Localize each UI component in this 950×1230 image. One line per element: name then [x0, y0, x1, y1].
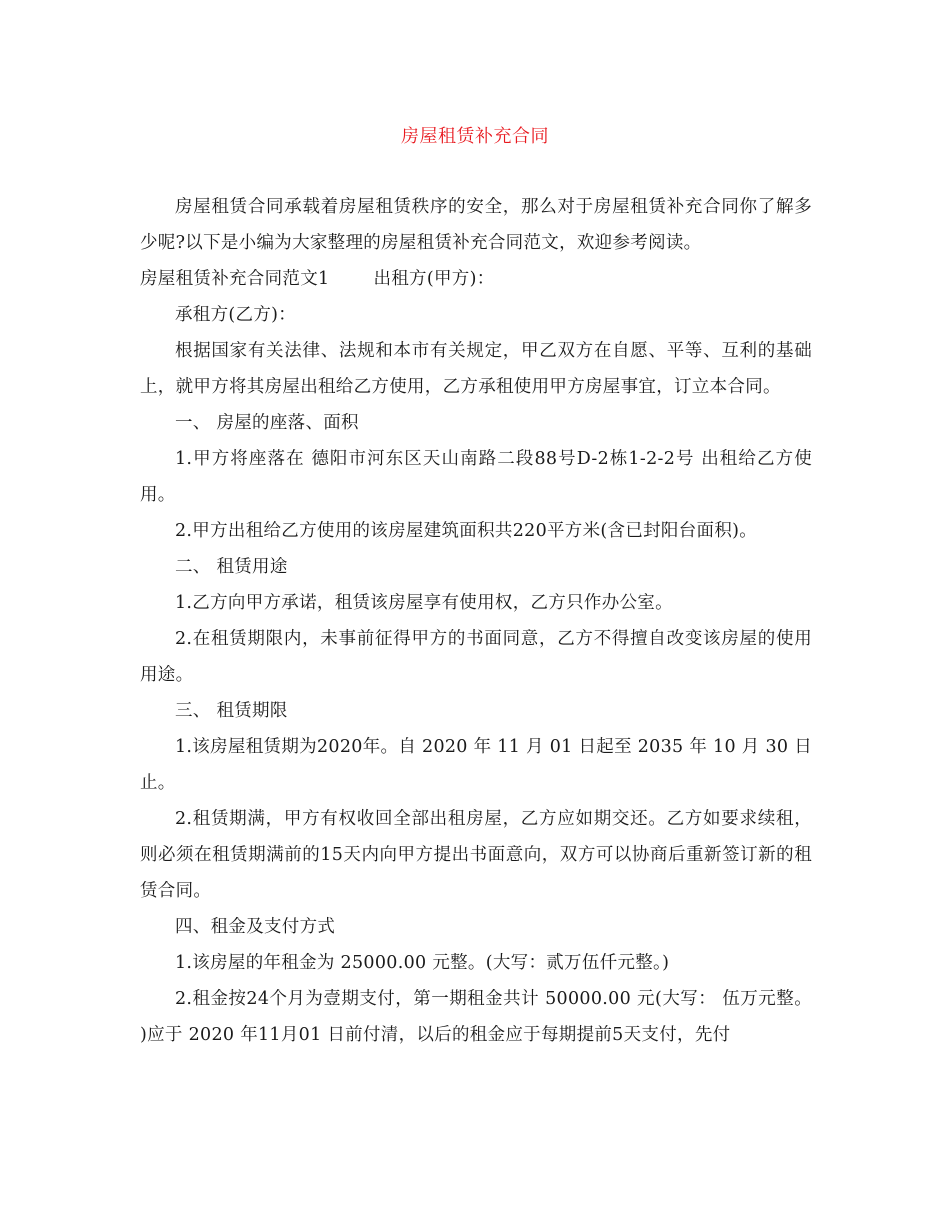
section1-item1: 1.甲方将座落在 德阳市河东区天山南路二段88号D-2栋1-2-2号 出租给乙方使用。	[140, 449, 812, 505]
section2-item2: 2.在租赁期限内，未事前征得甲方的书面同意，乙方不得擅自改变该房屋的使用用途。	[140, 629, 812, 685]
preamble-paragraph: 根据国家有关法律、法规和本市有关规定，甲乙双方在自愿、平等、互利的基础上，就甲方将其房屋出租给乙方使用，乙方承租使用甲方房屋事宜，订立本合同。	[140, 341, 812, 397]
section3-item2: 2.租赁期满，甲方有权收回全部出租房屋，乙方应如期交还。乙方如要求续租，则必须在租赁期满前的15天内向甲方提出书面意向，双方可以协商后重新签订新的租赁合同。	[140, 809, 812, 901]
section1-heading: 一、 房屋的座落、面积	[175, 413, 359, 433]
section2-heading: 二、 租赁用途	[175, 557, 288, 577]
section4-item2: 2.租金按24个月为壹期支付，第一期租金共计 50000.00 元(大写： 伍万元整。 )应于 2020 年11月01 日前付清，以后的租金应于每期提前5天支付，先付	[140, 989, 812, 1045]
section2-item1: 1.乙方向甲方承诺，租赁该房屋享有使用权，乙方只作办公室。	[175, 593, 673, 613]
section4-heading: 四、租金及支付方式	[175, 917, 336, 937]
document-body	[140, 189, 812, 1053]
sample-heading: 房屋租赁补充合同范文1	[140, 269, 330, 289]
sample-heading-line	[140, 261, 812, 297]
document-title: 房屋租赁补充合同	[401, 126, 549, 147]
section1-item2: 2.甲方出租给乙方使用的该房屋建筑面积共220平方米(含已封阳台面积)。	[175, 521, 758, 541]
section3-item1: 1.该房屋租赁期为2020年。自 2020 年 11 月 01 日起至 2035 年 10 月 30 日止。	[140, 737, 812, 793]
lessee-label: 承租方(乙方)：	[175, 305, 297, 325]
section4-item1: 1.该房屋的年租金为 25000.00 元整。(大写：贰万伍仟元整。)	[175, 953, 670, 973]
lessor-label: 出租方(甲方)：	[373, 269, 495, 289]
intro-paragraph: 房屋租赁合同承载着房屋租赁秩序的安全，那么对于房屋租赁补充合同你了解多少呢?以下是小编为大家整理的房屋租赁补充合同范文，欢迎参考阅读。	[140, 197, 812, 253]
section3-heading: 三、 租赁期限	[175, 701, 288, 721]
